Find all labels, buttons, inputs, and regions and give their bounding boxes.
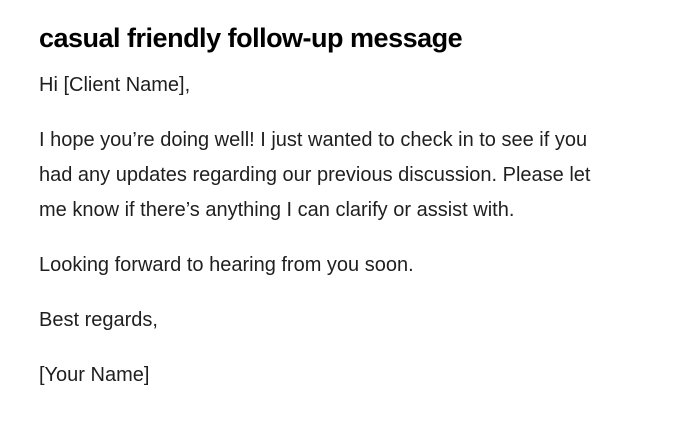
page-title: casual friendly follow-up message <box>39 23 463 53</box>
body-paragraph: I hope you’re doing well! I just wanted to check in to see if you had any updates regarding our previous discussion. Please let me know if there’s anything I can clarify or assist with. <box>39 129 591 221</box>
signature-line: [Your Name] <box>39 364 150 386</box>
closing-line: Looking forward to hearing from you soon. <box>39 254 414 276</box>
greeting-line: Hi [Client Name], <box>39 74 191 96</box>
signoff-line: Best regards, <box>39 309 158 331</box>
